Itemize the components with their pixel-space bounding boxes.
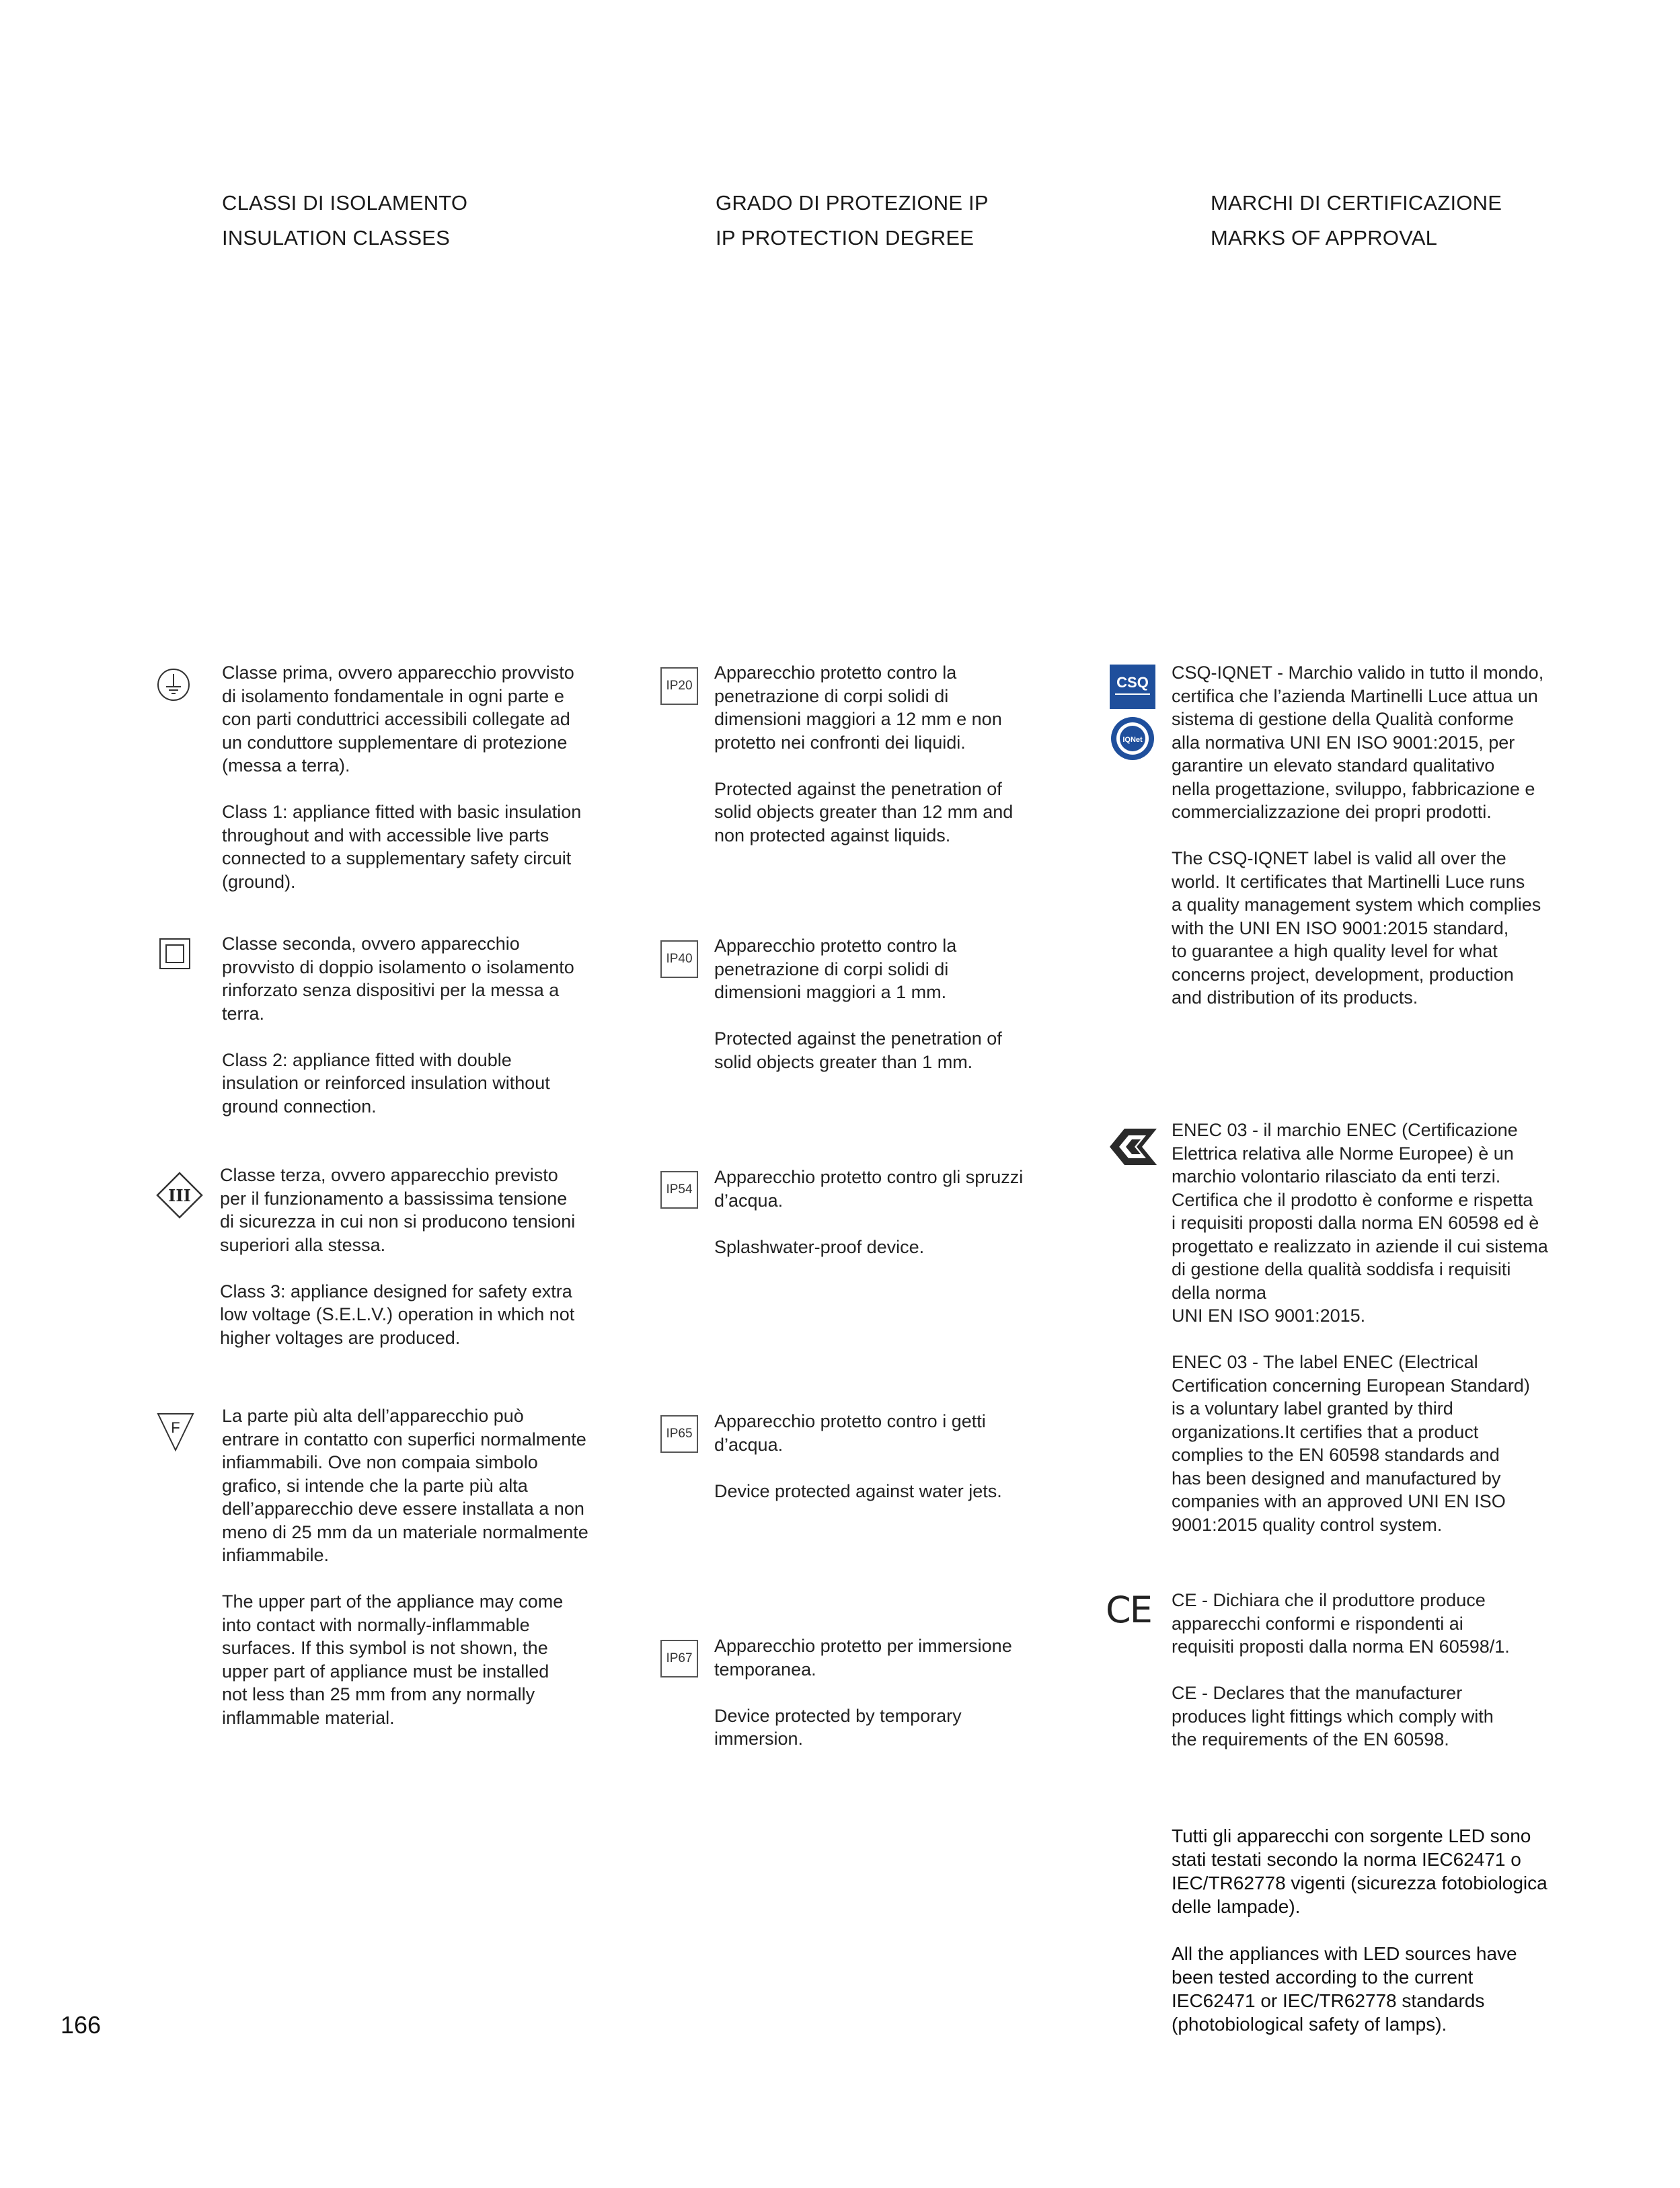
insulation-class-1-en: Class 1: appliance fitted with basic insulation throughout and with accessible live parts connected to a supplementary safety circuit (ground). xyxy=(222,802,582,892)
insulation-class-2-en: Class 2: appliance fitted with double insulation or reinforced insulation without ground connection. xyxy=(222,1049,550,1117)
ip65-description xyxy=(714,1410,1091,1503)
ip20-badge: IP20 xyxy=(660,667,698,705)
header-insulation-it: CLASSI DI ISOLAMENTO xyxy=(222,191,468,215)
header-marks-it: MARCHI DI CERTIFICAZIONE xyxy=(1211,191,1502,215)
mark-csq-en: The CSQ-IQNET label is valid all over the world. It certificates that Martinelli Luce runs a quality management system which complies with the UNI EN ISO 9001:2015 standard, to guarantee a high quality level for what concerns project, development, production and distribution of its products. xyxy=(1172,848,1541,1008)
insulation-class-2-it: Classe seconda, ovvero apparecchio provvisto di doppio isolamento o isolamento rinforzato senza dispositivi per la messa a terra. xyxy=(222,934,574,1024)
ip54-description xyxy=(714,1166,1091,1258)
insulation-class-2 xyxy=(222,932,652,1118)
insulation-class-1 xyxy=(222,661,652,893)
ce-mark-icon: CE xyxy=(1106,1589,1151,1631)
mark-ce xyxy=(1172,1589,1615,1751)
mark-csq-it: CSQ-IQNET - Marchio valido in tutto il mondo, certifica che l’azienda Martinelli Luce attua un sistema di gestione della Qualità conforme alla normativa UNI EN ISO 9001:2015, per garantire un elevato standard qualitativo nella progettazione, sviluppo, fabbricazione e commercializzazione dei propri prodotti. xyxy=(1172,663,1544,822)
ip40-description xyxy=(714,934,1091,1073)
ip20-description xyxy=(714,661,1091,847)
enec-logo-icon xyxy=(1107,1126,1159,1168)
mark-enec-it: ENEC 03 - il marchio ENEC (Certificazione Elettrica relativa alle Norme Europee) è un marchio volontario rilasciato da enti terzi. Certifica che il prodotto è conforme e rispetta i requisiti proposti dalla norma EN 60598 ed è progettato e realizzato in aziende il cui sistema di gestione della qualità soddisfa i requisiti della norma UNI EN ISO 9001:2015. xyxy=(1172,1120,1548,1326)
header-ip xyxy=(716,186,989,256)
insulation-class-3-en: Class 3: appliance designed for safety extra low voltage (S.E.L.V.) operation in which not higher voltages are produced. xyxy=(220,1281,575,1348)
ip67-it: Apparecchio protetto per immersione temporanea. xyxy=(714,1636,1012,1680)
ip40-en: Protected against the penetration of solid objects greater than 1 mm. xyxy=(714,1028,1002,1072)
insulation-class-3-it: Classe terza, ovvero apparecchio previsto per il funzionamento a bassissima tensione di sicurezza in cui non si producono tensioni superiori alla stessa. xyxy=(220,1165,576,1255)
csq-logo-text: CSQ xyxy=(1116,674,1149,691)
insulation-f-mark-it: La parte più alta dell’apparecchio può entrare in contatto con superfici normalmente infiammabili. Ove non compaia simbolo grafico, si intende che la parte più alta dell’apparecchio deve essere installata a non meno di 25 mm da un materiale normalmente infiammabile. xyxy=(222,1406,588,1565)
insulation-class-1-it: Classe prima, ovvero apparecchio provvisto di isolamento fondamentale in ogni parte e con parti conduttrici accessibili collegate ad un conduttore supplementare di protezione (messa a terra). xyxy=(222,663,574,776)
ip65-it: Apparecchio protetto contro i getti d’acqua. xyxy=(714,1411,986,1455)
page-number: 166 xyxy=(61,2011,102,2039)
ip67-badge: IP67 xyxy=(660,1640,698,1677)
f-mark-triangle-icon xyxy=(156,1411,195,1453)
ip67-description xyxy=(714,1634,1091,1751)
insulation-f-mark-en: The upper part of the appliance may come into contact with normally-inflammable surfaces. If this symbol is not shown, the upper part of appliance must be installed not less than 25 mm from any normally inflammable material. xyxy=(222,1591,564,1728)
f-mark-symbol: F xyxy=(171,1419,180,1436)
mark-enec-en: ENEC 03 - The label ENEC (Electrical Certification concerning European Standard) is a voluntary label granted by third organizations.It certifies that a product complies to the EN 60598 standards and has been designed and manufactured by companies with an approved UNI EN ISO 9001:2015 quality control system. xyxy=(1172,1352,1530,1535)
class-2-double-insulation-icon xyxy=(159,938,191,970)
iqnet-logo-icon xyxy=(1110,716,1155,761)
led-note-en: All the appliances with LED sources have been tested according to the current IEC62471 or IEC/TR62778 standards (photobiological safety of lamps). xyxy=(1172,1943,1517,2035)
insulation-class-3 xyxy=(220,1164,650,1349)
led-note-it: Tutti gli apparecchi con sorgente LED sono stati testati secondo la norma IEC62471 o IEC/TR62778 vigenti (sicurezza fotobiologica delle lampade). xyxy=(1172,1825,1548,1917)
ip54-it: Apparecchio protetto contro gli spruzzi d’acqua. xyxy=(714,1167,1024,1211)
ip54-en: Splashwater-proof device. xyxy=(714,1236,925,1257)
ip65-en: Device protected against water jets. xyxy=(714,1480,1002,1501)
ip20-en: Protected against the penetration of solid objects greater than 12 mm and non protected against liquids. xyxy=(714,778,1014,845)
ip40-it: Apparecchio protetto contro la penetrazione di corpi solidi di dimensioni maggiori a 1 mm. xyxy=(714,936,957,1002)
mark-enec xyxy=(1172,1119,1615,1536)
class-3-selv-icon xyxy=(156,1172,203,1219)
header-ip-it: GRADO DI PROTEZIONE IP xyxy=(716,191,989,215)
ip40-badge: IP40 xyxy=(660,940,698,978)
class-3-symbol: III xyxy=(168,1186,191,1205)
ip65-badge: IP65 xyxy=(660,1415,698,1453)
csq-logo xyxy=(1110,665,1155,709)
ip20-it: Apparecchio protetto contro la penetrazione di corpi solidi di dimensioni maggiori a 12 mm e non protetto nei confronti dei liquidi. xyxy=(714,663,1002,753)
class-1-ground-icon xyxy=(156,667,191,702)
led-note xyxy=(1172,1824,1629,2036)
iqnet-logo-text: IQNet xyxy=(1122,736,1143,744)
mark-ce-en: CE - Declares that the manufacturer produces light fittings which comply with the requirements of the EN 60598. xyxy=(1172,1683,1494,1749)
ip54-badge: IP54 xyxy=(660,1171,698,1209)
header-marks xyxy=(1211,186,1502,256)
csq-logo-icon xyxy=(1110,665,1155,709)
mark-ce-it: CE - Dichiara che il produttore produce apparecchi conformi e rispondenti ai requisiti proposti dalla norma EN 60598/1. xyxy=(1172,1590,1510,1657)
insulation-f-mark xyxy=(222,1404,652,1729)
header-insulation-en: INSULATION CLASSES xyxy=(222,226,450,250)
ip67-en: Device protected by temporary immersion. xyxy=(714,1705,962,1749)
mark-csq xyxy=(1172,661,1615,1010)
header-marks-en: MARKS OF APPROVAL xyxy=(1211,226,1438,250)
header-ip-en: IP PROTECTION DEGREE xyxy=(716,226,975,250)
header-insulation xyxy=(222,186,467,256)
